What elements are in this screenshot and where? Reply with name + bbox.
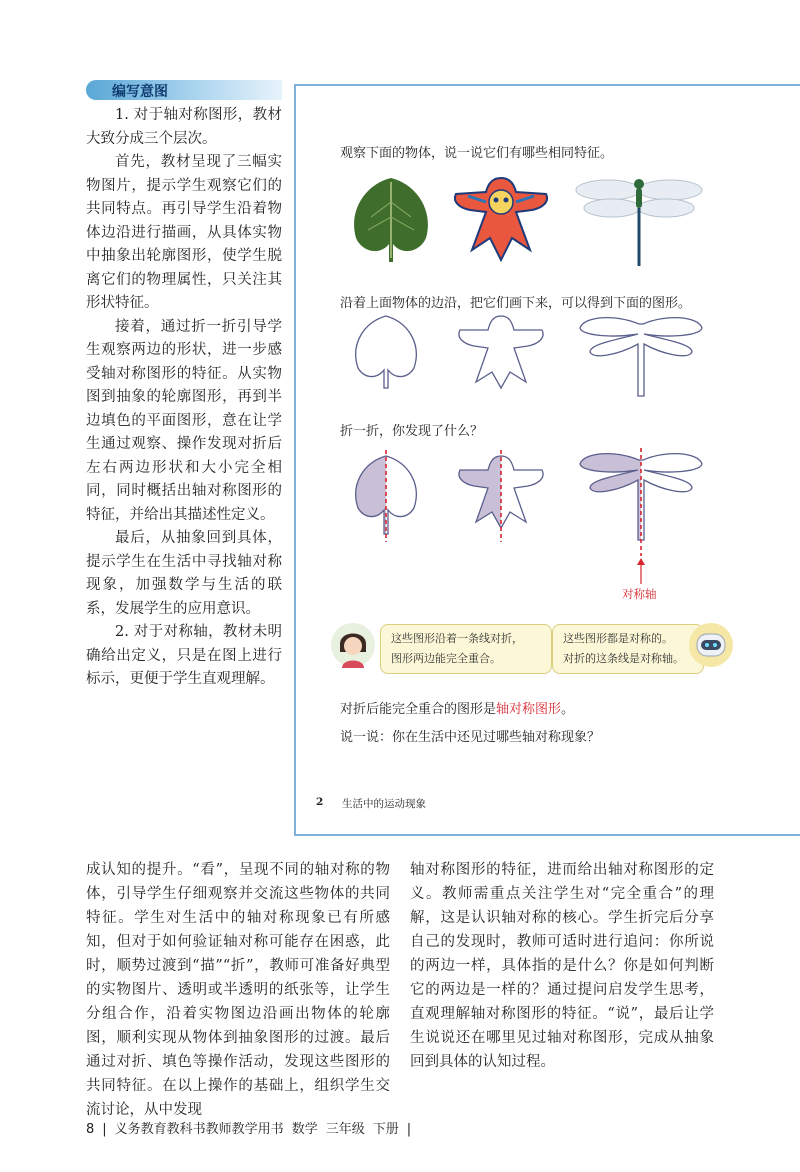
textbook-page-title: 生活中的运动现象 — [342, 798, 426, 810]
leaf-outline — [346, 312, 426, 390]
axis-arrow-icon — [636, 558, 646, 584]
volume: 下册 — [372, 1122, 399, 1137]
sidebar-paragraph: 最后，从抽象回到具体，提示学生在生活中寻找轴对称现象，加强数学与生活的联系，发展学生的应用意识。 — [86, 530, 282, 617]
main-text-left: 成认知的提升。“看”，呈现不同的轴对称的物体，引导学生仔细观察并交流这些物体的共同特征。学生对生活中的轴对称现象已有所感知，但对于如何验证轴对称可能存在困惑，此时，顺势过渡到“描”“折”，教师可准备好典型的实物图片、透明或半透明的纸张等，让学生分组合作，沿着实物图边沿画出物体的轮廓图，顺利实现从物体到抽象图形的过渡。最后通过对折、填色等操作活动，发现这些图形的共同特征。在以上操作的基础上，组织学生交流讨论，从中发现 — [86, 862, 390, 1118]
grade: 三年级 — [325, 1122, 365, 1137]
book-title: 义务教育教科书教师教学用书 — [114, 1122, 284, 1137]
sidebar-paragraph: 1. 对于轴对称图形，教材大致分成三个层次。 — [86, 107, 282, 147]
kite-photo — [446, 172, 556, 264]
talk-prompt: 说一说：你在生活中还见过哪些轴对称现象？ — [340, 730, 601, 745]
textbook-page-number: 2 — [316, 796, 324, 808]
main-text-right: 轴对称图形的特征，进而给出轴对称图形的定义。教师需重点关注学生对“完全重合”的理解，这是认识轴对称的核心。学生折完后分享自己的发现时，教师可适时进行追问：你所说的两边一样，具体指的是什么？你是如何判断它的两边是一样的？通过提问启发学生思考，直观理解轴对称图形的特征。“说”，最后让学生说说还在哪里见过轴对称图形，完成从抽象回到具体的认知过程。 — [410, 862, 714, 1070]
definition: 对折后能完全重合的图形是轴对称图形。 — [340, 702, 575, 717]
question-fold: 折一折，你发现了什么？ — [340, 424, 484, 439]
dragonfly-outline — [576, 312, 706, 398]
sidebar-text — [86, 104, 282, 692]
sidebar-header: 编写意图 — [86, 80, 282, 100]
speech-bubble-robot: 这些图形都是对称的。 对折的这条线是对称轴。 — [552, 624, 704, 674]
girl-avatar — [330, 622, 376, 668]
dragonfly-folded — [576, 448, 706, 558]
axis-label: 对称轴 — [622, 587, 657, 601]
page-number: 8 — [86, 1122, 95, 1137]
leaf-photo — [346, 172, 436, 264]
sidebar-paragraph: 接着，通过折一折引导学生观察两边的形状，进一步感受轴对称图形的特征。从实物图到抽象的轮廓图形，再到半边填色的平面图形，意在让学生通过观察、操作发现对折后左右两边形状和大小完全相同，同时概括出轴对称图形的特征，并给出其描述性定义。 — [86, 318, 282, 523]
speech-bubble-girl: 这些图形沿着一条线对折， 图形两边能完全重合。 — [380, 624, 552, 674]
dragonfly-photo — [574, 172, 704, 268]
textbook-page — [294, 84, 800, 836]
question-observe: 观察下面的物体，说一说它们有哪些相同特征。 — [340, 146, 614, 161]
question-trace: 沿着上面物体的边沿，把它们画下来，可以得到下面的图形。 — [340, 296, 692, 311]
sidebar-paragraph: 2. 对于对称轴，教材未明确给出定义，只是在图上进行标示，更便于学生直观理解。 — [86, 624, 282, 687]
sidebar-paragraph: 首先，教材呈现了三幅实物图片，提示学生观察它们的共同特点。再引导学生沿着物体边沿进行描画，从具体实物中抽象出轮廓图形，使学生脱离它们的物理属性，只关注其形状特征。 — [86, 154, 282, 311]
kite-folded — [446, 448, 556, 544]
robot-avatar — [688, 622, 734, 668]
page-footer: 8 | 义务教育教科书教师教学用书 数学 三年级 下册 | — [86, 1122, 412, 1137]
subject: 数学 — [291, 1122, 318, 1137]
leaf-folded — [346, 448, 426, 544]
kite-outline — [446, 312, 556, 390]
